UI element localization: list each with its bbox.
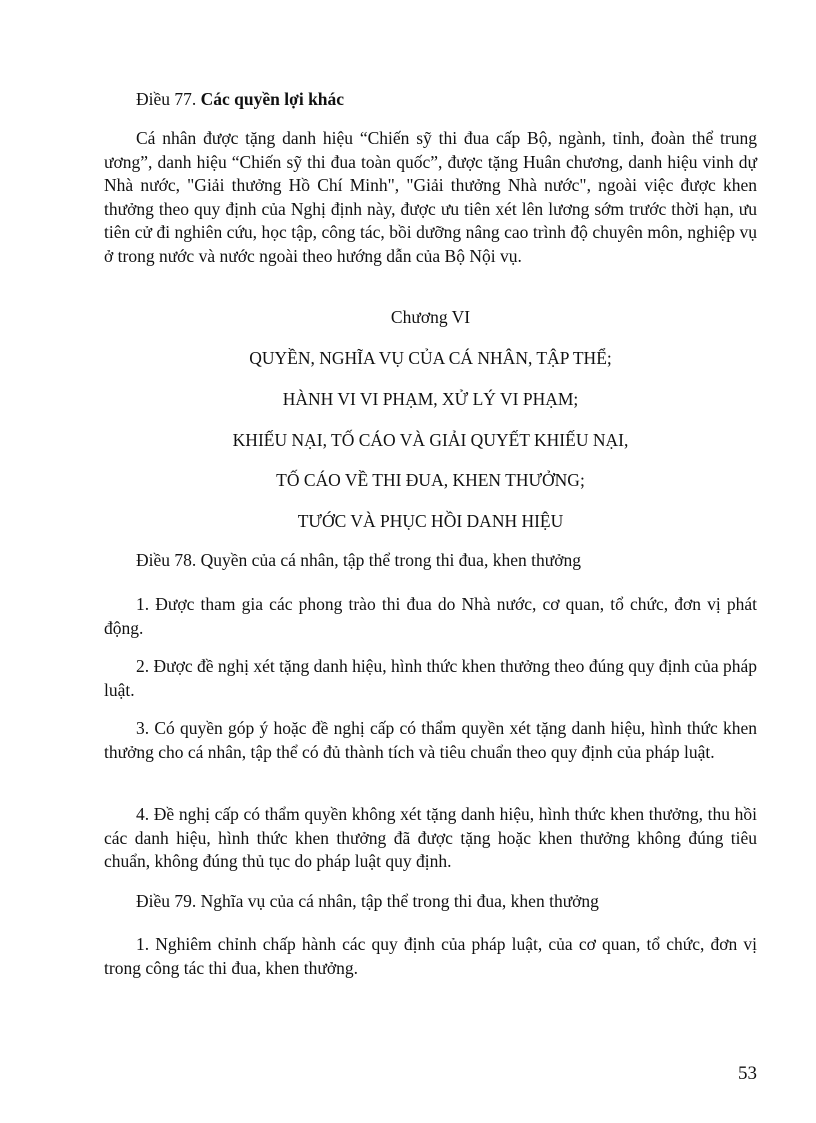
chapter-title-line: QUYỀN, NGHĨA VỤ CỦA CÁ NHÂN, TẬP THỂ; bbox=[249, 348, 612, 368]
article-77-body: Cá nhân được tặng danh hiệu “Chiến sỹ thi đua cấp Bộ, ngành, tỉnh, đoàn thể trung ương”, danh hiệu “Chiến sỹ thi đua toàn quốc”, được tặng Huân chương, danh hiệu vinh dự Nhà nước, "Giải thưởng Hồ Chí Minh", "Giải thưởng Nhà nước", ngoài việc được khen thưởng theo quy định của Nghị định này, được ưu tiên xét lên lương sớm trước thời hạn, ưu tiên cử đi nghiên cứu, học tập, công tác, bồi dưỡng nâng cao trình độ chuyên môn, nghiệp vụ ở trong nước và nước ngoài theo hướng dẫn của Bộ Nội vụ. bbox=[104, 128, 757, 266]
article-78-heading: Điều 78. Quyền của cá nhân, tập thể trong thi đua, khen thưởng bbox=[136, 550, 581, 570]
article-77-label: Điều 77. bbox=[136, 89, 197, 109]
chapter-title-line: HÀNH VI VI PHẠM, XỬ LÝ VI PHẠM; bbox=[282, 389, 579, 409]
article-78-item: 3. Có quyền góp ý hoặc đề nghị cấp có thẩm quyền xét tặng danh hiệu, hình thức khen thưởng cho cá nhân, tập thể có đủ thành tích và tiêu chuẩn theo quy định của pháp luật. bbox=[104, 718, 757, 762]
article-79-item: 1. Nghiêm chỉnh chấp hành các quy định của pháp luật, của cơ quan, tổ chức, đơn vị trong công tác thi đua, khen thưởng. bbox=[104, 934, 757, 978]
chapter-title-line: TƯỚC VÀ PHỤC HỒI DANH HIỆU bbox=[297, 511, 564, 531]
article-77-title: Các quyền lợi khác bbox=[200, 89, 345, 109]
chapter-title-line: KHIẾU NẠI, TỐ CÁO VÀ GIẢI QUYẾT KHIẾU NẠI, bbox=[232, 430, 629, 450]
chapter-title-line: TỐ CÁO VỀ THI ĐUA, KHEN THƯỞNG; bbox=[276, 470, 585, 490]
article-79-heading: Điều 79. Nghĩa vụ của cá nhân, tập thể trong thi đua, khen thưởng bbox=[136, 891, 599, 911]
article-78-item: 4. Đề nghị cấp có thẩm quyền không xét tặng danh hiệu, hình thức khen thưởng, thu hồi các danh hiệu, hình thức khen thưởng đã được tặng hoặc khen thưởng không đúng tiêu chuẩn, không đúng thủ tục do pháp luật quy định. bbox=[104, 804, 757, 871]
article-78-item: 2. Được đề nghị xét tặng danh hiệu, hình thức khen thưởng theo đúng quy định của pháp luật. bbox=[104, 656, 757, 700]
article-78-item: 1. Được tham gia các phong trào thi đua do Nhà nước, cơ quan, tổ chức, đơn vị phát động. bbox=[104, 594, 757, 638]
page-number: 53 bbox=[738, 1063, 757, 1084]
article-77-heading bbox=[104, 88, 757, 112]
chapter-number: Chương VI bbox=[390, 307, 471, 327]
